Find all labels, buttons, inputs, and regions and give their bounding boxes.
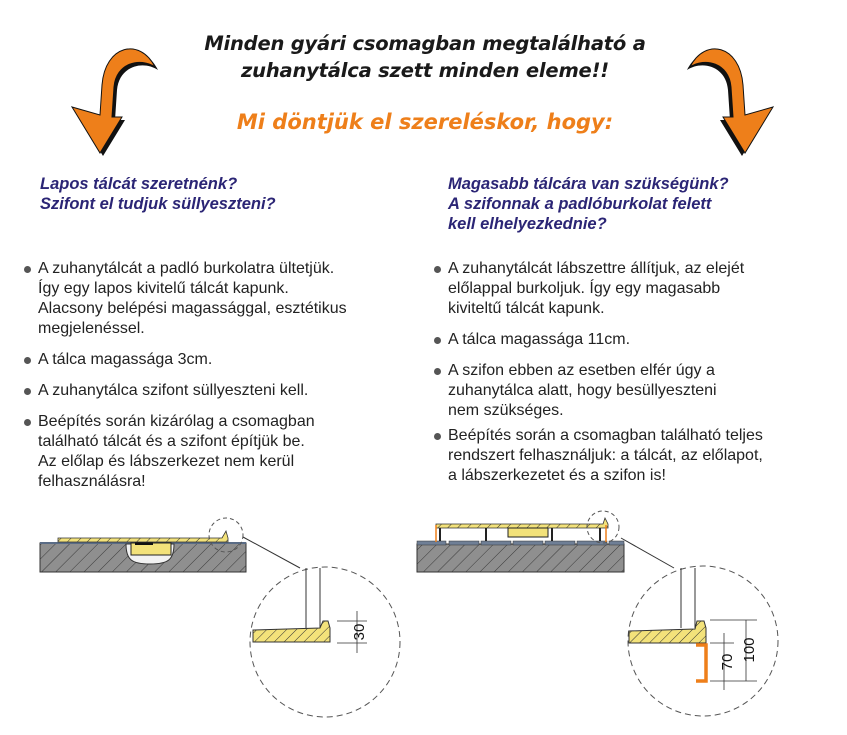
list-item: [24, 259, 414, 339]
text-line: Az előlap és lábszerkezet nem kerül: [38, 453, 295, 470]
curved-arrow-right-icon: [685, 35, 795, 160]
leader-line: [621, 538, 674, 568]
dimension-100-label: 100: [741, 637, 758, 663]
text-line: Alacsony belépési magassággal, esztétikus: [38, 300, 347, 317]
text-line: Beépítés során a csomagban található teljes: [448, 427, 763, 444]
list-item: [24, 381, 414, 401]
text-line: a lábszerkezetet és a szifon is!: [448, 467, 666, 484]
tray-profile: [629, 621, 706, 643]
shower-tray: [58, 531, 228, 542]
installation-diagrams: [0, 500, 847, 735]
list-item: [434, 361, 834, 421]
text-line: Így egy lapos kivitelű tálcát kapunk.: [38, 280, 289, 297]
text-line: A szifon ebben az esetben elfér úgy a: [448, 362, 715, 379]
text-line: zuhanytálca alatt, hogy besüllyeszteni: [448, 382, 717, 399]
text-line: kiviteltű tálcát kapunk.: [448, 300, 605, 317]
text-line: nem szükséges.: [448, 402, 564, 419]
headline: [160, 30, 690, 84]
shower-tray: [436, 518, 608, 528]
list-item: [434, 426, 834, 486]
right-question-line-3: kell elhelyezkednie?: [448, 215, 607, 233]
text-line: A tálca magassága 11cm.: [448, 331, 631, 348]
list-item: [24, 412, 414, 492]
raised-tray-detail: [628, 566, 778, 716]
text-line: található tálcát és a szifont építjük be.: [38, 433, 305, 450]
right-question-line-2: A szifonnak a padlóburkolat felett: [448, 195, 712, 213]
dimension-70-label: 70: [719, 653, 736, 671]
text-line: előlappal burkoljuk. Így egy magasabb: [448, 280, 721, 297]
dimension-30-label: 30: [351, 623, 368, 641]
siphon: [508, 528, 548, 537]
text-line: rendszert felhasználjuk: a tálcát, az előlapot,: [448, 447, 763, 464]
tray-profile: [253, 621, 330, 642]
text-line: Beépítés során kizárólag a csomagban: [38, 413, 315, 430]
list-item: [24, 350, 414, 370]
right-bullet-list: [434, 259, 834, 497]
flat-tray-detail: [250, 567, 400, 717]
left-question: [40, 174, 276, 214]
right-question-line-1: Magasabb tálcára van szükségünk?: [448, 175, 729, 193]
text-line: A zuhanytálca szifont süllyeszteni kell.: [38, 382, 309, 399]
curved-arrow-left-icon: [60, 35, 170, 160]
list-item: [434, 259, 834, 319]
raised-tray-section-diagram: [417, 511, 674, 572]
left-bullet-list: [24, 259, 414, 503]
text-line: A tálca magassága 3cm.: [38, 351, 213, 368]
right-question: [448, 174, 729, 234]
headline-line-1: Minden gyári csomagban megtalálható a: [204, 32, 646, 55]
text-line: A zuhanytálcát a padló burkolatra ültetjük.: [38, 260, 335, 277]
list-item: [434, 330, 834, 350]
left-question-line-1: Lapos tálcát szeretnénk?: [40, 175, 238, 193]
headline-line-2: zuhanytálca szett minden eleme!!: [241, 59, 609, 82]
text-line: megjelenéssel.: [38, 320, 145, 337]
text-line: felhasználásra!: [38, 473, 146, 490]
flat-tray-section-diagram: [40, 518, 300, 572]
concrete-floor: [417, 544, 624, 572]
subtitle: Mi döntjük el szereléskor, hogy:: [236, 110, 614, 134]
left-question-line-2: Szifont el tudjuk süllyeszteni?: [40, 195, 276, 213]
leader-line: [243, 537, 300, 568]
text-line: A zuhanytálcát lábszettre állítjuk, az elejét: [448, 260, 745, 277]
front-panel-profile: [696, 645, 706, 681]
